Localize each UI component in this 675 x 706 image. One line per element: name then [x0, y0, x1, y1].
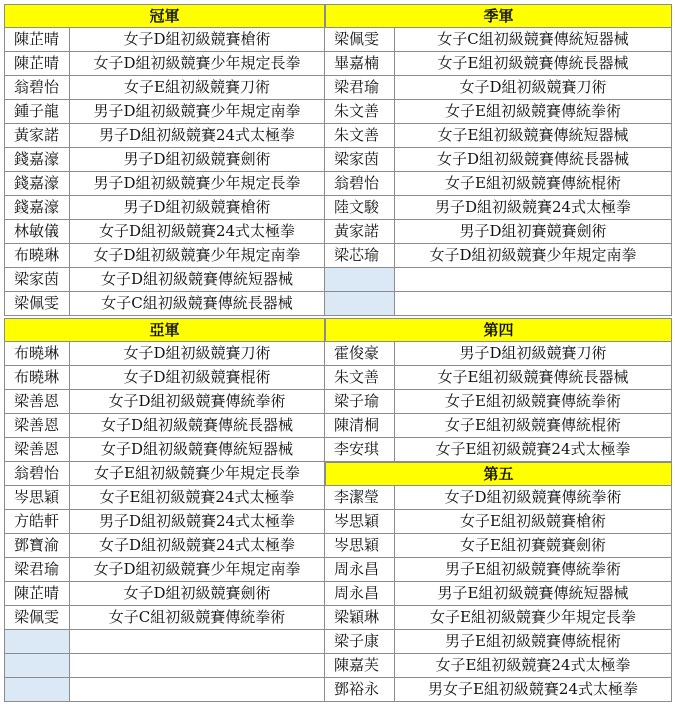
event-cell[interactable]: 女子C組初級競賽傳統短器械	[395, 28, 672, 52]
event-cell[interactable]: 女子D組初級競賽少年規定南拳	[395, 244, 672, 268]
event-cell[interactable]: 男子D組初級競賽24式太極拳	[70, 510, 325, 534]
event-cell[interactable]: 男子E組初級競賽傳統短器械	[395, 582, 672, 606]
name-cell[interactable]: 陳芷晴	[4, 52, 70, 76]
event-cell[interactable]: 女子D組初級競賽傳統拳術	[395, 486, 672, 510]
name-cell[interactable]: 黃家諾	[325, 220, 395, 244]
name-cell[interactable]: 陸文駿	[325, 196, 395, 220]
name-cell[interactable]: 錢嘉濠	[4, 196, 70, 220]
event-cell[interactable]: 男子E組初級競賽傳統拳術	[395, 558, 672, 582]
name-cell[interactable]: 梁芯瑜	[325, 244, 395, 268]
name-cell[interactable]: 畢嘉楠	[325, 52, 395, 76]
event-cell[interactable]: 男子D組初級競賽刀術	[395, 342, 672, 366]
name-cell[interactable]	[4, 630, 70, 654]
name-cell[interactable]: 翁碧怡	[4, 462, 70, 486]
event-cell[interactable]: 女子D組初級競賽24式太極拳	[70, 220, 325, 244]
name-cell[interactable]: 布曉琳	[4, 366, 70, 390]
name-cell[interactable]: 布曉琳	[4, 244, 70, 268]
name-cell[interactable]	[4, 654, 70, 678]
name-cell[interactable]: 李潔瑩	[325, 486, 395, 510]
event-cell[interactable]: 女子D組初級競賽少年規定長拳	[70, 52, 325, 76]
event-cell[interactable]: 男子D組初級競賽少年規定南拳	[70, 100, 325, 124]
event-cell[interactable]: 女子D組初級競賽傳統短器械	[70, 438, 325, 462]
name-cell[interactable]: 錢嘉濠	[4, 148, 70, 172]
name-cell[interactable]: 鍾子龍	[4, 100, 70, 124]
event-cell[interactable]: 男子D組初賽競賽劍術	[395, 220, 672, 244]
name-cell[interactable]: 梁子康	[325, 630, 395, 654]
event-cell[interactable]: 女子E組初賽競賽劍術	[395, 534, 672, 558]
name-cell[interactable]: 梁家茵	[325, 148, 395, 172]
name-cell[interactable]: 周永昌	[325, 558, 395, 582]
name-cell[interactable]: 林敏儀	[4, 220, 70, 244]
name-cell[interactable]: 朱文善	[325, 100, 395, 124]
event-cell[interactable]: 女子D組初級競賽刀術	[395, 76, 672, 100]
name-cell[interactable]: 梁君瑜	[325, 76, 395, 100]
event-cell[interactable]: 女子D組初級競賽傳統短器械	[70, 268, 325, 292]
event-cell[interactable]: 男子D組初級競賽24式太極拳	[70, 124, 325, 148]
event-cell[interactable]	[70, 630, 325, 654]
section-header-champion[interactable]: 冠軍	[4, 4, 325, 28]
name-cell[interactable]: 黃家諾	[4, 124, 70, 148]
name-cell[interactable]: 朱文善	[325, 124, 395, 148]
event-cell[interactable]: 男子E組初級競賽傳統棍術	[395, 630, 672, 654]
name-cell[interactable]: 李安琪	[325, 438, 395, 462]
name-cell[interactable]: 陳芷晴	[4, 582, 70, 606]
event-cell[interactable]: 男子D組初級競賽槍術	[70, 196, 325, 220]
name-cell[interactable]: 梁善恩	[4, 414, 70, 438]
name-cell[interactable]: 鄧裕永	[325, 678, 395, 702]
event-cell[interactable]	[70, 678, 325, 702]
section-header-fourth[interactable]: 第四	[325, 318, 672, 342]
name-cell[interactable]	[325, 268, 395, 292]
event-cell[interactable]	[70, 654, 325, 678]
name-cell[interactable]: 朱文善	[325, 366, 395, 390]
name-cell[interactable]: 翁碧怡	[325, 172, 395, 196]
name-cell[interactable]: 梁家茵	[4, 268, 70, 292]
event-cell[interactable]: 女子E組初級競賽少年規定長拳	[395, 606, 672, 630]
name-cell[interactable]: 梁佩雯	[325, 28, 395, 52]
event-cell[interactable]: 男女子E組初級競賽24式太極拳	[395, 678, 672, 702]
event-cell[interactable]: 女子D組初級競賽槍術	[70, 28, 325, 52]
name-cell[interactable]: 錢嘉濠	[4, 172, 70, 196]
name-cell[interactable]: 梁君瑜	[4, 558, 70, 582]
name-cell[interactable]: 岑思穎	[4, 486, 70, 510]
event-cell[interactable]: 女子D組初級競賽傳統長器械	[395, 148, 672, 172]
event-cell[interactable]: 女子E組初級競賽刀術	[70, 76, 325, 100]
name-cell[interactable]: 陳芷晴	[4, 28, 70, 52]
event-cell[interactable]	[395, 268, 672, 292]
name-cell[interactable]	[4, 678, 70, 702]
event-cell[interactable]: 男子D組初級競賽劍術	[70, 148, 325, 172]
name-cell[interactable]: 梁佩雯	[4, 292, 70, 316]
event-cell[interactable]: 女子E組初級競賽24式太極拳	[395, 438, 672, 462]
name-cell[interactable]: 霍俊豪	[325, 342, 395, 366]
section-header-fifth[interactable]: 第五	[325, 462, 672, 486]
event-cell[interactable]: 女子D組初級競賽少年規定南拳	[70, 244, 325, 268]
event-cell[interactable]: 女子E組初級競賽24式太極拳	[70, 486, 325, 510]
name-cell[interactable]: 岑思穎	[325, 534, 395, 558]
event-cell[interactable]: 男子D組初級競賽少年規定長拳	[70, 172, 325, 196]
name-cell[interactable]: 岑思穎	[325, 510, 395, 534]
event-cell[interactable]: 女子E組初級競賽傳統拳術	[395, 390, 672, 414]
name-cell[interactable]: 方皓軒	[4, 510, 70, 534]
section-header-runner_up[interactable]: 亞軍	[4, 318, 325, 342]
event-cell[interactable]: 女子E組初級競賽傳統棍術	[395, 172, 672, 196]
event-cell[interactable]: 女子E組初級競賽24式太極拳	[395, 654, 672, 678]
section-header-second_runner_up[interactable]: 季軍	[325, 4, 672, 28]
event-cell[interactable]: 女子E組初級競賽傳統長器械	[395, 52, 672, 76]
event-cell[interactable]: 女子D組初級競賽刀術	[70, 342, 325, 366]
name-cell[interactable]: 陳嘉芙	[325, 654, 395, 678]
name-cell[interactable]: 陳清桐	[325, 414, 395, 438]
event-cell[interactable]: 女子E組初級競賽槍術	[395, 510, 672, 534]
name-cell[interactable]: 布曉琳	[4, 342, 70, 366]
event-cell[interactable]: 女子E組初級競賽少年規定長拳	[70, 462, 325, 486]
name-cell[interactable]: 梁佩雯	[4, 606, 70, 630]
event-cell[interactable]: 女子E組初級競賽傳統拳術	[395, 100, 672, 124]
name-cell[interactable]	[325, 292, 395, 316]
name-cell[interactable]: 翁碧怡	[4, 76, 70, 100]
name-cell[interactable]: 梁善恩	[4, 438, 70, 462]
event-cell[interactable]: 女子D組初級競賽傳統拳術	[70, 390, 325, 414]
event-cell[interactable]: 女子D組初級競賽棍術	[70, 366, 325, 390]
event-cell[interactable]: 男子D組初級競賽24式太極拳	[395, 196, 672, 220]
event-cell[interactable]: 女子E組初級競賽傳統棍術	[395, 414, 672, 438]
event-cell[interactable]: 女子D組初級競賽傳統長器械	[70, 414, 325, 438]
event-cell[interactable]: 女子C組初級競賽傳統長器械	[70, 292, 325, 316]
event-cell[interactable]: 女子E組初級競賽傳統長器械	[395, 366, 672, 390]
name-cell[interactable]: 梁子瑜	[325, 390, 395, 414]
name-cell[interactable]: 梁善恩	[4, 390, 70, 414]
name-cell[interactable]: 鄧寶渝	[4, 534, 70, 558]
event-cell[interactable]: 女子D組初級競賽劍術	[70, 582, 325, 606]
event-cell[interactable]: 女子E組初級競賽傳統短器械	[395, 124, 672, 148]
name-cell[interactable]: 周永昌	[325, 582, 395, 606]
event-cell[interactable]	[395, 292, 672, 316]
event-cell[interactable]: 女子D組初級競賽24式太極拳	[70, 534, 325, 558]
event-cell[interactable]: 女子C組初級競賽傳統拳術	[70, 606, 325, 630]
name-cell[interactable]: 梁穎琳	[325, 606, 395, 630]
event-cell[interactable]: 女子D組初級競賽少年規定南拳	[70, 558, 325, 582]
